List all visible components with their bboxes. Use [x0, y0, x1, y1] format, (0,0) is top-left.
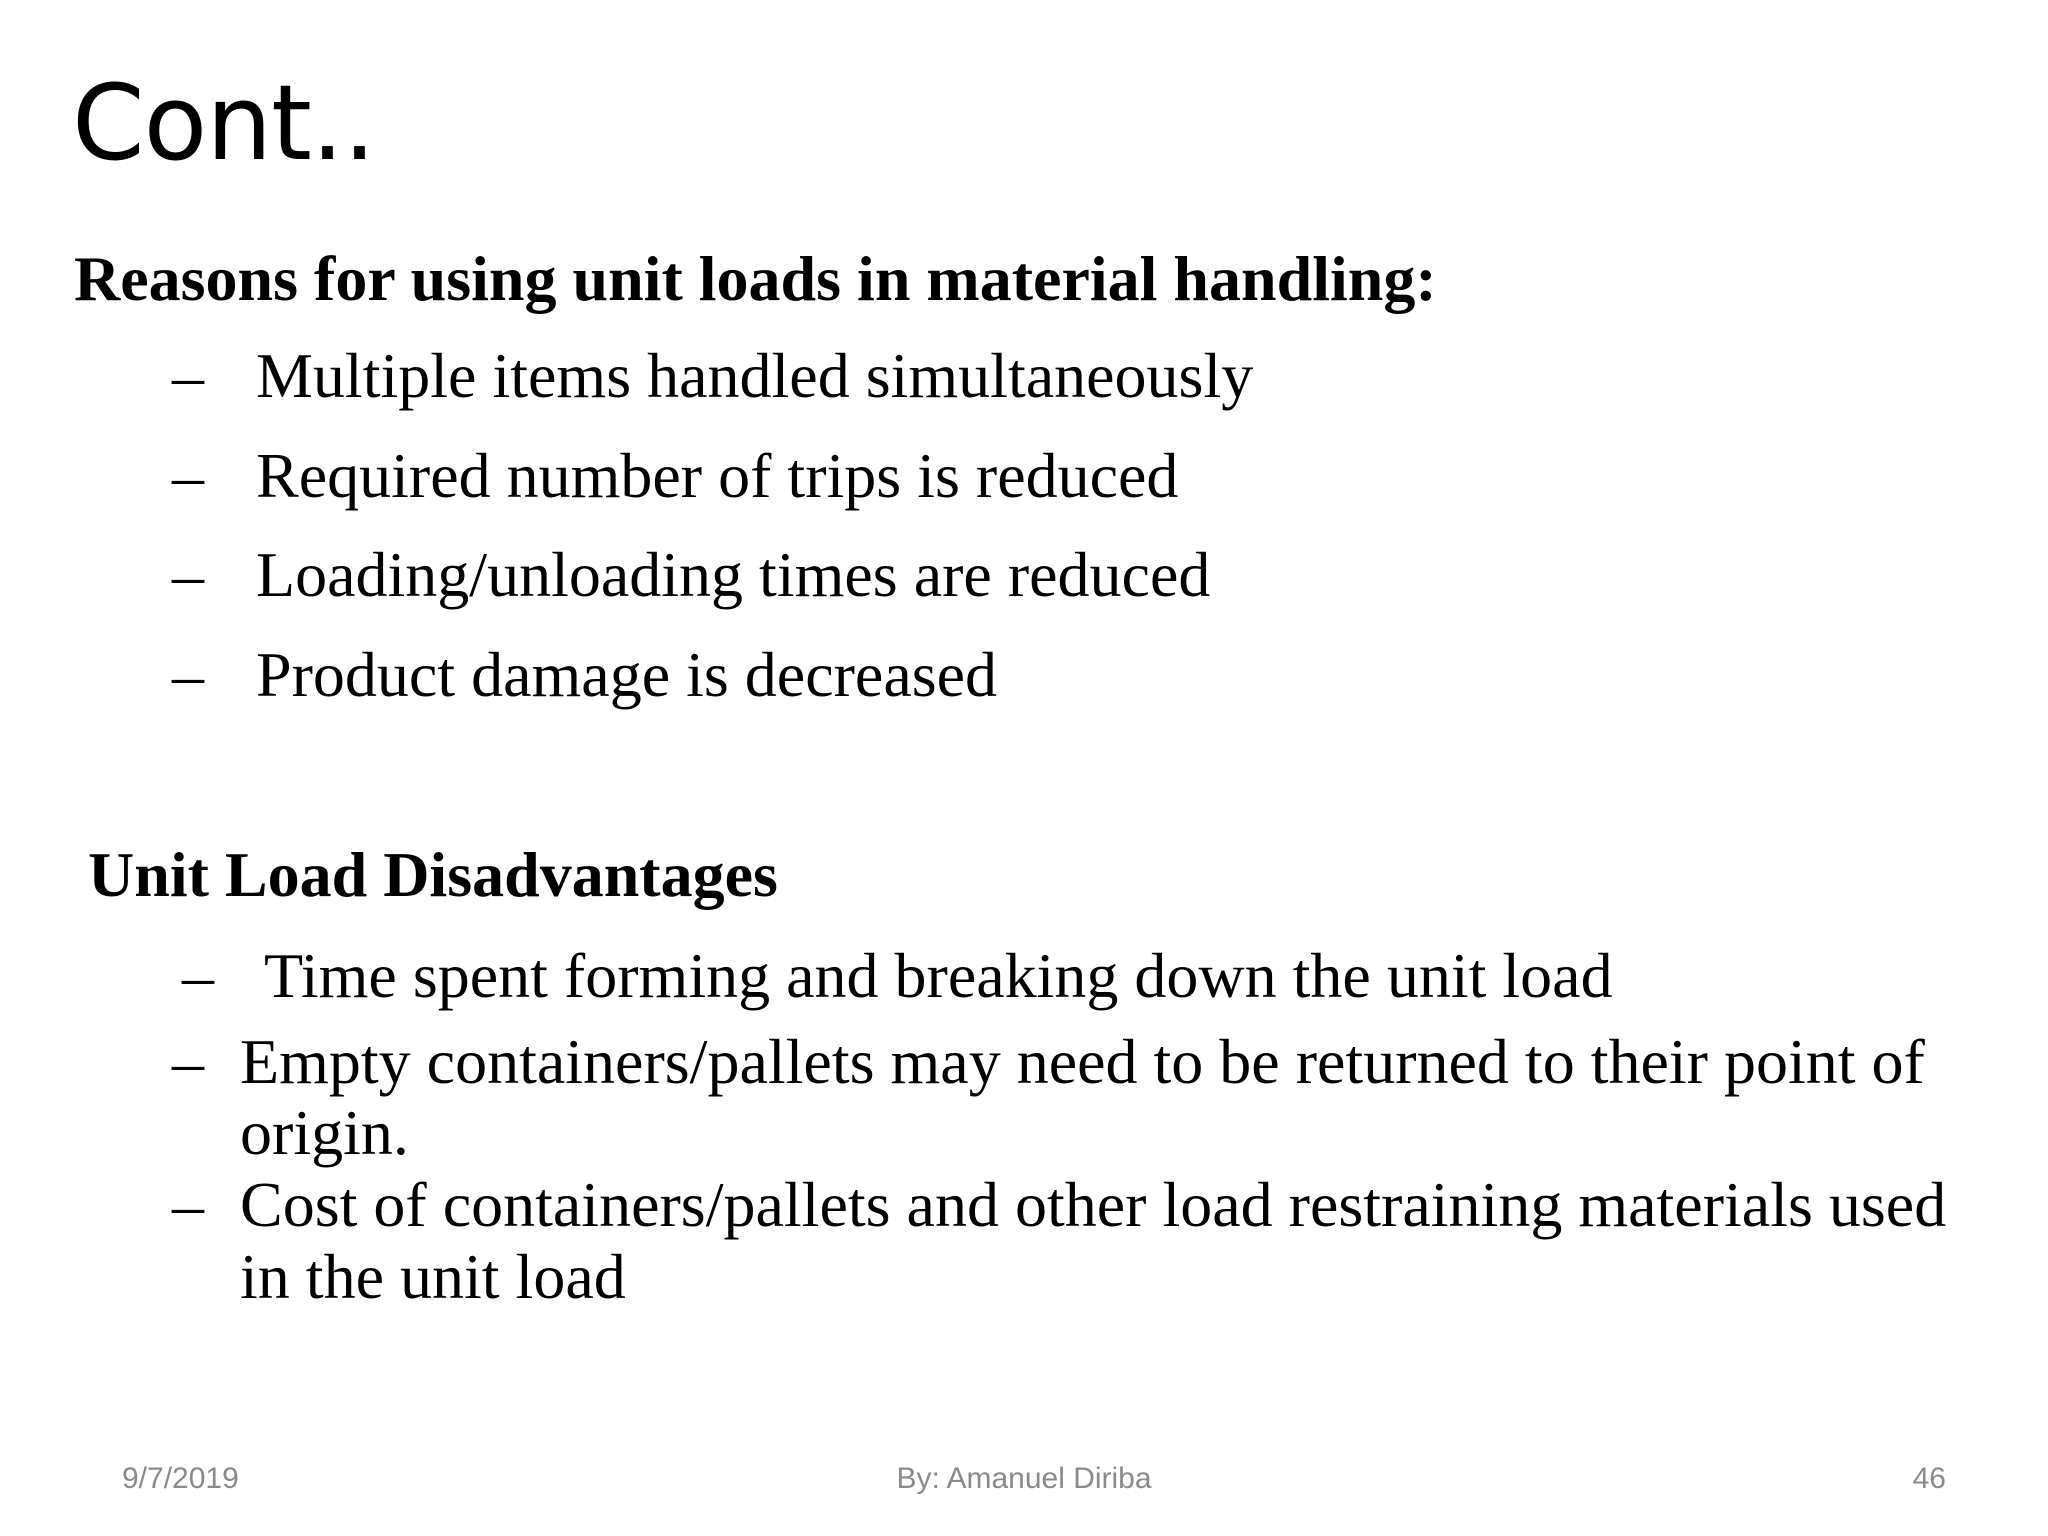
- page-number: 46: [1912, 1462, 1946, 1495]
- list-item: [172, 639, 1253, 711]
- bullet-marker: –: [172, 1025, 204, 1097]
- section-heading-disadvantages: Unit Load Disadvantages: [88, 839, 778, 910]
- bullet-text: Empty containers/pallets may need to be returned to their point of origin.: [240, 1025, 1925, 1169]
- bullet-marker: –: [172, 340, 204, 411]
- disadvantages-list: [172, 940, 1992, 1326]
- list-item: [172, 1026, 1992, 1169]
- reasons-list: [172, 340, 1253, 739]
- bullet-text: Loading/unloading times are reduced: [256, 539, 1211, 611]
- bullet-marker: –: [172, 539, 204, 611]
- bullet-text: Product damage is decreased: [256, 639, 998, 711]
- bullet-marker: –: [182, 940, 214, 1011]
- list-item: [172, 1169, 1992, 1312]
- slide-title: Cont..: [72, 62, 376, 184]
- bullet-text: Required number of trips is reduced: [256, 439, 1179, 511]
- list-item: [172, 340, 1253, 412]
- bullet-marker: –: [172, 439, 204, 511]
- list-item: [172, 940, 1992, 1012]
- section-heading-reasons: Reasons for using unit loads in material handling:: [74, 243, 1437, 314]
- list-item: [172, 539, 1253, 611]
- list-item: [172, 440, 1253, 512]
- bullet-marker: –: [172, 1169, 204, 1241]
- bullet-text: Cost of containers/pallets and other load restraining materials used in the unit load: [240, 1169, 1947, 1312]
- bullet-text: Multiple items handled simultaneously: [256, 340, 1254, 411]
- footer-date: 9/7/2019: [122, 1462, 239, 1495]
- bullet-marker: –: [172, 639, 204, 711]
- footer-author: By: Amanuel Diriba: [896, 1462, 1152, 1495]
- bullet-text: Time spent forming and breaking down the unit load: [264, 940, 1613, 1011]
